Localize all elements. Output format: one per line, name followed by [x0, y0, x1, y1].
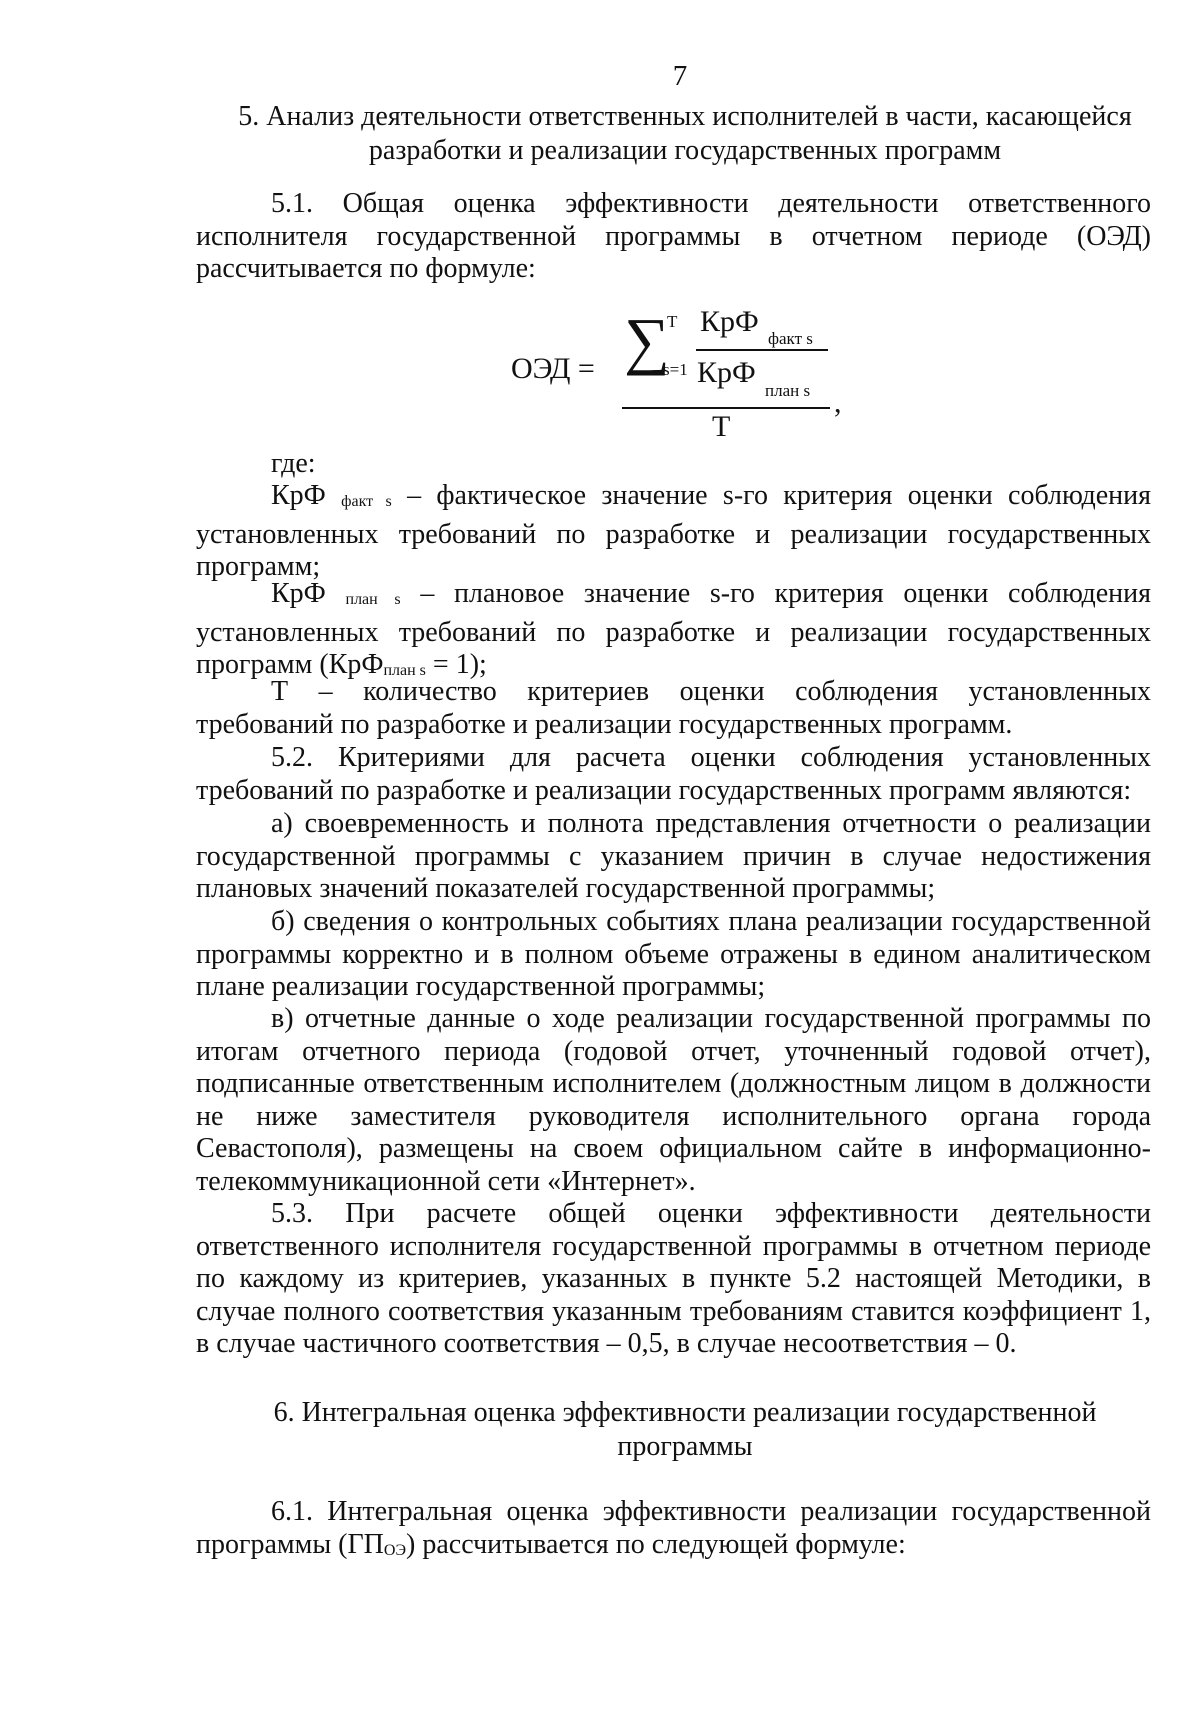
- section-6-heading: 6. Интегральная оценка эффективности реализации государственной программы: [273, 1397, 1097, 1462]
- definitions-where: где:: [271, 448, 316, 479]
- formula-comma: ,: [834, 386, 842, 419]
- paragraph-5-2: 5.2. Критериями для расчета оценки соблюдения установленных требований по разработке и реализации государственных программ являются:: [196, 742, 1151, 806]
- definition-plan: КрФ план s – плановое значение s-го критерия оценки соблюдения установленных требований по разработке и реализации государственных программ (КрФплан s = 1);: [196, 578, 1152, 680]
- sigma-symbol: ∑: [624, 305, 670, 376]
- formula-denominator: Т: [712, 410, 731, 443]
- main-fraction-bar: [622, 407, 830, 409]
- definition-fact: КрФ факт s – фактическое значение s-го критерия оценки соблюдения установленных требований по разработке и реализации государственных программ;: [196, 480, 1152, 582]
- page-number: 7: [672, 60, 688, 92]
- numerator-subscript: факт s: [768, 329, 813, 348]
- paragraph-5-1: 5.1. Общая оценка эффективности деятельности ответственного исполнителя государственной программы в отчетном периоде (ОЭД) рассчитывается по формуле:: [196, 188, 1151, 284]
- section-5-heading: 5. Анализ деятельности ответственных исполнителей в части, касающейся разработки и реализации государственных программ: [238, 101, 1132, 166]
- item-b: б) сведения о контрольных событиях плана реализации государственной программы корректно и в полном объеме отражены в едином аналитическом плане реализации государственной программы;: [196, 906, 1151, 1002]
- denominator-subscript: план s: [765, 381, 811, 400]
- sum-upper-limit: T: [667, 312, 678, 331]
- sum-lower-limit: s=1: [663, 360, 688, 379]
- denominator-main: КрФ: [697, 356, 756, 389]
- definition-t: Т – количество критериев оценки соблюдения установленных требований по разработке и реализации государственных программ.: [196, 676, 1151, 740]
- inner-fraction-bar: [696, 349, 828, 351]
- formula-lhs: ОЭД =: [511, 352, 595, 385]
- item-v: в) отчетные данные о ходе реализации государственной программы по итогам отчетного периода (годовой отчет, уточненный годовой отчет), подписанные ответственным исполнителем (должностным лицом в должности не ниже заместителя руководителя исполнительного органа города Севастополя), размещены на своем официальном сайте в информационно-телекоммуникационной сети «Интернет».: [196, 1003, 1151, 1197]
- paragraph-6-1: 6.1. Интегральная оценка эффективности реализации государственной программы (ГПОЭ) рассчитывается по следующей формуле:: [196, 1496, 1151, 1560]
- paragraph-5-3: 5.3. При расчете общей оценки эффективности деятельности ответственного исполнителя государственной программы в отчетном периоде по каждому из критериев, указанных в пункте 5.2 настоящей Методики, в случае полного соответствия указанным требованиям ставится коэффициент 1, в случае частичного соответствия – 0,5, в случае несоответствия – 0.: [196, 1198, 1151, 1359]
- item-a: а) своевременность и полнота представления отчетности о реализации государственной программы с указанием причин в случае недостижения плановых значений показателей государственной программы;: [196, 808, 1151, 904]
- numerator-main: КрФ: [700, 305, 759, 338]
